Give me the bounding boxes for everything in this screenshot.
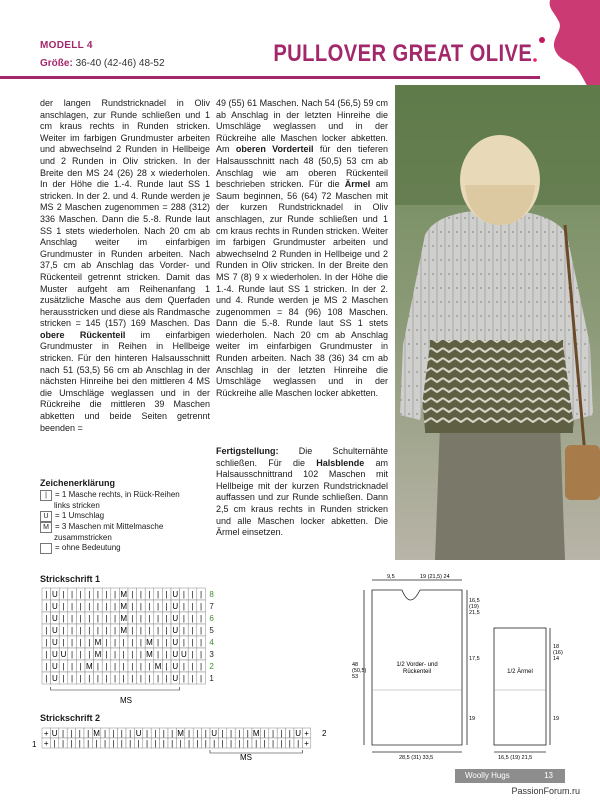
legend-item — [40, 543, 210, 554]
chart-symbol: | — [182, 638, 185, 647]
dim-neck-width: 9,5 — [387, 574, 395, 580]
chart-symbol: | — [246, 729, 249, 738]
heading-neckband: Halsblende — [316, 457, 365, 468]
chart-symbol: | — [96, 626, 99, 635]
chart-symbol: | — [71, 590, 74, 599]
text-run: der langen Rundstricknadel in Oliv anschlagen, zur Runde schließen und 1 cm kraus rechts in Runden stricken. Weiter im farbigen Grundmuster arbeiten und abwechselnd 2 Runden in Hellbeige und 2 Runden in Oliv stricken. In der Breite den MS 24 (26) 28 x wiederholen. In der Höhe die 1.-4. Runde laut SS 1 stricken. In der 2. und 4. Runde werden je MS 2 Maschen zugenommen = 288 (312) 336 Maschen. Dann die 5.-8. Runde laut SS 1 stets wiederholen. Nach 20 cm ab Anschlag weiter im einfarbigen Grundmuster in Runden arbeiten. Nach 37,5 cm ab Anschlag das Vorder- und Rückenteil getrennt stricken. Damit das Muster aufgeht am Reihenanfang 1 zusätzliche Masche aus dem Querfaden herausstricken und diese als Randmasche stricken = 145 (157) 169 Maschen. Das — [40, 98, 210, 329]
chart-symbol: | — [131, 602, 134, 611]
chart-symbol: | — [45, 590, 48, 599]
chart-symbol: | — [139, 602, 142, 611]
chart-symbol: | — [182, 626, 185, 635]
text-run: am Halsausschnittrand 102 Maschen mit Hellbeige mit der kurzen Rundstricknadel auffassen und zur Runde schließen. Dann 2,5 cm kraus rechts in Runden stricken und alle Maschen locker abketten. Die Ärmel einsetzen. — [216, 457, 388, 538]
chart-symbol: + — [304, 729, 309, 738]
chart-symbol: | — [53, 739, 56, 748]
chart-symbol: | — [71, 638, 74, 647]
magazine-name: Woolly Hugs — [465, 771, 510, 780]
chart-symbol: | — [131, 590, 134, 599]
chart-symbol: | — [131, 674, 134, 683]
chart-symbol: | — [70, 739, 73, 748]
legend-item — [40, 522, 210, 533]
chart-symbol: | — [122, 650, 125, 659]
chart-symbol: | — [45, 614, 48, 623]
chart-symbol: | — [88, 602, 91, 611]
chart-symbol: | — [105, 662, 108, 671]
chart-symbol: | — [139, 650, 142, 659]
chart-symbol: U — [172, 638, 179, 647]
chart-row-number: 6 — [209, 614, 214, 623]
chart-symbol: | — [191, 590, 194, 599]
chart-row-number: 2 — [209, 662, 214, 671]
chart-symbol: | — [162, 729, 165, 738]
chart-symbol: M — [120, 614, 128, 623]
chart-symbol: | — [271, 739, 275, 748]
chart-symbol: | — [139, 590, 142, 599]
chart-symbol: | — [154, 729, 157, 738]
body-piece-label-1: 1/2 Vorder- und — [396, 662, 438, 668]
chart-symbol: | — [105, 650, 108, 659]
heading-front-upper: oberen Vorderteil — [235, 144, 314, 155]
chart-symbol: U — [211, 729, 218, 738]
chart-symbol: | — [71, 674, 74, 683]
chart-symbol: | — [191, 602, 194, 611]
chart-row-number: 4 — [209, 638, 214, 647]
dim-shoulder-width: 19 (21,5) 24 — [420, 574, 450, 580]
chart-symbol: + — [43, 729, 49, 738]
chart-symbol: U — [172, 614, 179, 623]
chart-symbol: | — [88, 650, 91, 659]
chart-symbol: U — [172, 662, 179, 671]
instructions-column-2 — [216, 98, 388, 399]
chart-symbol: | — [182, 590, 185, 599]
chart-symbol: | — [145, 729, 149, 738]
chart-symbol: | — [78, 739, 81, 748]
body-piece-label-2: Rückenteil — [402, 669, 432, 675]
chart-symbol: | — [148, 602, 151, 611]
chart-symbol: | — [61, 739, 65, 748]
chart-symbol: | — [120, 729, 123, 738]
sleeve-piece-label: 1/2 Ärmel — [507, 669, 533, 675]
chart-symbol: | — [165, 662, 168, 671]
chart-symbol: | — [191, 614, 194, 623]
chart-symbol: + — [43, 739, 49, 748]
chart-symbol: | — [122, 638, 125, 647]
chart-symbol: U — [172, 626, 179, 635]
chart-symbol: | — [139, 614, 142, 623]
chart-symbol: | — [196, 739, 199, 748]
page-title: PULLOVER GREAT OLIVE — [273, 40, 532, 67]
dim-neck-depth-1: 16,5 — [469, 598, 480, 604]
chart-symbol: | — [45, 650, 48, 659]
chart-symbol: | — [255, 739, 258, 748]
chart-symbol: U — [295, 729, 302, 738]
chart-symbol: | — [105, 674, 108, 683]
dim-sleeve-top-2: (16) — [553, 650, 563, 656]
chart-row-number: 7 — [209, 602, 214, 611]
chart-symbol: | — [131, 662, 134, 671]
chart-symbol: U — [52, 638, 58, 647]
chart-symbol: M — [146, 650, 153, 659]
legend-text: = 1 Umschlag — [55, 511, 105, 520]
chart-symbol: | — [87, 729, 90, 738]
chart-symbol: | — [171, 729, 174, 738]
chart-symbol: | — [62, 614, 65, 623]
model-number: MODELL 4 — [40, 40, 93, 51]
chart-symbol: | — [204, 739, 207, 748]
dim-neck-depth-2: (19) — [469, 604, 479, 610]
chart-symbol: U — [52, 674, 58, 683]
chart2-title: Strickschrift 2 — [40, 713, 101, 723]
heading-sleeves: Ärmel — [344, 179, 371, 190]
chart-symbol: U — [52, 590, 58, 599]
chart-symbol: | — [200, 674, 203, 683]
chart-symbol: U — [52, 626, 58, 635]
chart-symbol: | — [131, 650, 134, 659]
chart-symbol: | — [79, 674, 82, 683]
chart-symbol: | — [157, 614, 160, 623]
chart-symbol: | — [191, 662, 194, 671]
chart-symbol: | — [71, 602, 74, 611]
chart-symbol: | — [200, 590, 203, 599]
text-run: im einfarbigen Grundmuster in Reihen in Hellbeige stricken. Für den hinteren Halsausschnitt nach 51 (53,5) 56 cm ab Anschlag in der nächsten Hinreihe bei den mittleren 4 MS die Umschläge weglassen und in der Rückreihe die mittleren 39 Maschen abketten und beide Seiten getrennt beenden = — [40, 329, 210, 433]
chart-symbol: | — [131, 614, 134, 623]
chart-symbol: | — [88, 590, 91, 599]
chart-symbol: | — [112, 739, 115, 748]
chart-symbol: | — [122, 662, 125, 671]
chart-symbol: | — [96, 674, 99, 683]
chart-symbol: | — [105, 590, 108, 599]
chart-symbol: | — [62, 590, 65, 599]
chart-symbol: | — [139, 626, 142, 635]
chart1-repeat-bracket — [51, 687, 180, 690]
chart-symbol: | — [200, 614, 203, 623]
chart-symbol: | — [114, 674, 117, 683]
chart-symbol: | — [79, 602, 82, 611]
chart-symbol: | — [129, 729, 132, 738]
chart-symbol: | — [88, 614, 91, 623]
chart-symbol: M — [94, 638, 102, 647]
chart-symbol: | — [131, 638, 134, 647]
chart2-row-right: 2 — [322, 729, 327, 738]
instructions-finishing — [216, 446, 388, 539]
text-run: für den tieferen Halsausschnitt nach 48 (50,5) 53 cm ab Anschlag wie am oberen Rückenteil beschrieben stricken. Für die — [216, 144, 388, 190]
chart-symbol: | — [148, 590, 151, 599]
chart-symbol: | — [114, 614, 117, 623]
chart-symbol: | — [71, 650, 74, 659]
legend-item — [40, 511, 210, 522]
chart-symbol: U — [172, 674, 179, 683]
legend-symbol: | — [40, 490, 52, 501]
chart-symbol: | — [105, 614, 108, 623]
dim-body-height-3: 53 — [352, 674, 359, 680]
chart-symbol: | — [62, 602, 65, 611]
chart-symbol: | — [204, 729, 207, 738]
chart-symbol: | — [191, 638, 194, 647]
legend-text: = 3 Maschen mit Mittelmasche — [55, 522, 164, 531]
dim-low-height: 19 — [469, 716, 476, 722]
chart-symbol: | — [139, 674, 142, 683]
chart-symbol: | — [148, 614, 151, 623]
chart-symbol: | — [182, 614, 185, 623]
chart-symbol: | — [114, 662, 117, 671]
chart-symbol: | — [95, 739, 98, 748]
chart-symbol: | — [246, 739, 249, 748]
chart-symbol: | — [70, 729, 73, 738]
size-label: Größe: — [40, 58, 73, 69]
chart-symbol: | — [200, 626, 203, 635]
chart-row-number: 3 — [209, 650, 214, 659]
chart-symbol: | — [280, 729, 283, 738]
chart-symbol: | — [96, 662, 99, 671]
chart-symbol: | — [221, 739, 224, 748]
chart-symbol: | — [148, 626, 151, 635]
chart-symbol: | — [88, 626, 91, 635]
chart-symbol: | — [191, 626, 194, 635]
chart-symbol: | — [165, 614, 168, 623]
chart2-ms-label: MS — [240, 753, 252, 762]
page-number: 13 — [544, 771, 553, 780]
chart-symbol: M — [85, 662, 93, 671]
chart-symbol: | — [179, 739, 182, 748]
legend-text: = 1 Masche rechts, in Rück-Reihen — [55, 490, 180, 499]
text-run: 49 (55) 61 Maschen. Nach 54 (56,5) 59 cm ab Anschlag in der letzten Hinreihe die Umschläge weglassen und in der Rückreihe alle Maschen locker abketten. Am — [216, 98, 388, 155]
chart-symbol: | — [105, 602, 108, 611]
chart-symbol: U — [172, 590, 179, 599]
dim-sleeve-low: 19 — [553, 716, 560, 722]
chart-symbol: | — [129, 739, 132, 748]
legend-symbol: U — [40, 511, 52, 522]
chart-symbol: | — [112, 729, 115, 738]
chart-symbol: | — [87, 739, 90, 748]
chart-symbol: | — [71, 662, 74, 671]
legend-item — [40, 490, 210, 501]
chart-symbol: | — [61, 729, 65, 738]
chart1-row-numbers — [209, 590, 214, 683]
chart-symbol: | — [238, 729, 241, 738]
chart-symbol: | — [191, 650, 194, 659]
chart-symbol: | — [271, 729, 275, 738]
site-watermark: PassionForum.ru — [511, 786, 580, 796]
chart-symbol: | — [120, 739, 123, 748]
chart1-grid — [42, 588, 205, 690]
chart-symbol: M — [120, 590, 128, 599]
chart-symbol: | — [148, 662, 151, 671]
chart-symbol: | — [263, 739, 266, 748]
dim-neck-depth-3: 21,5 — [469, 610, 480, 616]
dim-body-height-1: 48 — [352, 662, 359, 668]
chart-symbol: | — [157, 602, 160, 611]
chart-symbol: U — [52, 614, 58, 623]
legend-title: Zeichenerklärung — [40, 478, 116, 488]
chart-symbol: | — [79, 590, 82, 599]
chart-symbol: | — [171, 739, 174, 748]
chart-symbol: | — [196, 729, 199, 738]
legend-text: = ohne Bedeutung — [55, 543, 121, 552]
chart-symbol: | — [137, 739, 140, 748]
heading-back-upper: obere Rückenteil — [40, 329, 126, 340]
chart-symbol: | — [200, 602, 203, 611]
chart-symbol: | — [165, 638, 168, 647]
chart-symbol: | — [103, 729, 107, 738]
chart-symbol: | — [114, 650, 117, 659]
chart-symbol: | — [182, 602, 185, 611]
chart-symbol: | — [105, 638, 108, 647]
chart-symbol: | — [165, 590, 168, 599]
chart-symbol: | — [157, 674, 160, 683]
chart-symbol: | — [45, 638, 48, 647]
chart1-ms-label: MS — [120, 696, 132, 705]
chart-symbol: | — [114, 590, 117, 599]
chart-symbol: | — [45, 602, 48, 611]
chart-symbol: M — [93, 729, 100, 738]
chart2-row-left: 1 — [32, 740, 37, 749]
chart-symbol: | — [45, 662, 48, 671]
chart-symbol: | — [139, 638, 142, 647]
chart-symbol: | — [221, 729, 224, 738]
legend-symbol — [40, 543, 52, 554]
chart-symbol: | — [62, 638, 65, 647]
chart-symbol: U — [135, 729, 142, 738]
chart-symbol: | — [162, 739, 165, 748]
chart-symbol: | — [96, 590, 99, 599]
chart-symbol: | — [200, 638, 203, 647]
text-run: am Saum beginnen, 56 (64) 72 Maschen mit der kurzen Rundstricknadel in Oliv anschlagen, zur Runde schließen und 1 cm kraus rechts in Runden stricken. Weiter im farbigen Grundmuster arbeiten und abwechselnd 2 Runden in Hellbeige und 2 Runden in Oliv stricken. In der Breite den MS 7 (8) 9 x wiederholen. In der Höhe die 1.-4. Runde laut SS 1 stricken. In der 2. und 4. Runde werden je MS 2 Maschen zugenommen = 84 (96) 108 Maschen. Dann die 5.-8. Runde laut SS 1 stets wiederholen. Nach 20 cm ab Anschlag weiter im einfarbigen Grundmuster in Runden arbeiten. Nach 38 (36) 34 cm ab Anschlag in der letzten Hinreihe die Umschläge weglassen und in der Rückreihe alle Maschen locker abketten. — [216, 179, 388, 398]
chart-symbol: | — [213, 739, 216, 748]
chart-symbol: M — [252, 729, 260, 738]
footer-bar — [455, 769, 565, 783]
chart-symbol: | — [103, 739, 107, 748]
chart-symbol: U — [172, 650, 179, 659]
chart2-grid — [42, 728, 311, 753]
chart-symbol: | — [157, 590, 160, 599]
chart-symbol: U — [60, 650, 67, 659]
chart-symbol: | — [263, 729, 266, 738]
chart-symbol: | — [157, 650, 160, 659]
chart-row-number: 1 — [209, 674, 214, 683]
chart-symbol: | — [96, 602, 99, 611]
chart-symbol: | — [229, 729, 233, 738]
chart-symbol: | — [280, 739, 283, 748]
chart-symbol: | — [114, 602, 117, 611]
chart-symbol: | — [288, 739, 291, 748]
chart-symbol: M — [177, 729, 184, 738]
chart-symbol: | — [191, 674, 194, 683]
chart-symbol: | — [79, 626, 82, 635]
chart-symbol: | — [182, 662, 185, 671]
chart-symbol: | — [114, 626, 117, 635]
chart-symbol: U — [172, 602, 179, 611]
size-line — [40, 58, 165, 69]
chart-symbol: M — [120, 602, 128, 611]
chart-symbol: | — [187, 729, 191, 738]
chart-symbol: + — [304, 739, 309, 748]
chart-symbol: | — [79, 650, 82, 659]
chart-symbol: | — [71, 614, 74, 623]
chart-symbol: | — [297, 739, 300, 748]
chart-symbol: | — [62, 626, 65, 635]
chart-symbol: | — [45, 626, 48, 635]
chart-symbol: | — [88, 674, 91, 683]
legend-subtext: zusammstricken — [54, 533, 112, 542]
chart-symbol: | — [145, 739, 149, 748]
chart-symbol: U — [181, 650, 187, 659]
dim-body-height-2: (50,5) — [352, 668, 367, 674]
chart2-repeat-bracket — [210, 750, 302, 753]
chart-symbol: | — [288, 729, 291, 738]
dim-mid-height: 17,5 — [469, 656, 480, 662]
chart-symbol: | — [200, 650, 203, 659]
symbol-legend — [40, 478, 210, 554]
legend-symbol: M — [40, 522, 52, 533]
chart-symbol: | — [105, 626, 108, 635]
chart-symbol: U — [52, 650, 58, 659]
chart-symbol: | — [79, 638, 82, 647]
chart-symbol: U — [51, 729, 58, 738]
chart-row-number: 8 — [209, 590, 214, 599]
instructions-column-1 — [40, 98, 210, 434]
chart-symbol: | — [71, 626, 74, 635]
heading-finishing: Fertigstellung: — [216, 446, 279, 456]
chart-symbol: | — [45, 674, 48, 683]
legend-subtext: links stricken — [54, 501, 100, 510]
chart-symbol: | — [62, 674, 65, 683]
chart-symbol: | — [157, 638, 160, 647]
chart-symbol: | — [114, 638, 117, 647]
chart-symbol: | — [182, 674, 185, 683]
chart-symbol: | — [148, 674, 151, 683]
chart-symbol: U — [52, 662, 58, 671]
chart-symbol: M — [154, 662, 162, 671]
chart-symbol: M — [94, 650, 102, 659]
chart-symbol: | — [79, 614, 82, 623]
chart-symbol: M — [146, 638, 153, 647]
chart-symbol: | — [88, 638, 91, 647]
chart1-title: Strickschrift 1 — [40, 574, 101, 584]
text-run: Die Schulternähte schließen. Für die — [216, 446, 388, 468]
knitting-chart-2 — [30, 722, 336, 766]
chart-symbol: | — [157, 626, 160, 635]
chart-symbol: | — [79, 662, 82, 671]
chart-symbol: | — [165, 626, 168, 635]
chart-symbol: | — [131, 626, 134, 635]
knitting-chart-1 — [36, 584, 222, 708]
dim-sleeve-width: 16,5 (19) 21,5 — [498, 755, 533, 760]
garment-schematic — [352, 570, 588, 760]
chart-symbol: | — [154, 739, 157, 748]
header-rule — [0, 76, 540, 79]
chart-symbol: | — [187, 739, 191, 748]
chart-symbol: | — [165, 602, 168, 611]
chart-symbol: | — [122, 674, 125, 683]
chart-symbol: | — [238, 739, 241, 748]
chart-symbol: U — [52, 602, 58, 611]
chart-symbol: | — [139, 662, 142, 671]
chart-symbol: | — [165, 674, 168, 683]
size-value: 36-40 (42-46) 48-52 — [75, 58, 165, 69]
chart-symbol: M — [120, 626, 128, 635]
chart-symbol: | — [200, 662, 203, 671]
chart-row-number: 5 — [209, 626, 214, 635]
model-photo — [395, 85, 600, 560]
chart-symbol: | — [78, 729, 81, 738]
dim-body-width: 28,5 (31) 33,5 — [399, 755, 434, 760]
chart-symbol: | — [96, 614, 99, 623]
chart-symbol: | — [229, 739, 233, 748]
dim-sleeve-top-1: 18 — [553, 644, 560, 650]
dim-sleeve-top-3: 14 — [553, 656, 560, 662]
chart-symbol: | — [62, 662, 65, 671]
chart-symbol: | — [165, 650, 168, 659]
